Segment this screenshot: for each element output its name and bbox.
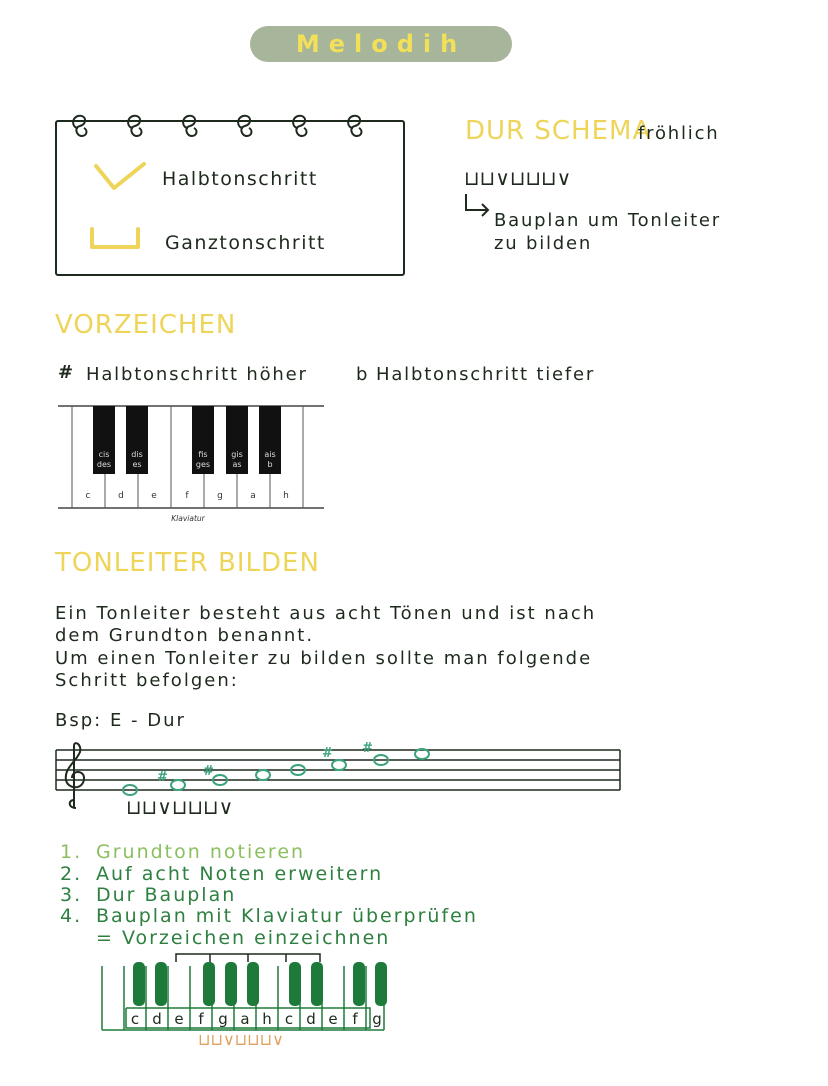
black-key-label: cis bbox=[98, 450, 110, 459]
step-3-num: 3. bbox=[60, 884, 83, 906]
spiral-rings-icon bbox=[70, 106, 390, 146]
black-key bbox=[133, 962, 145, 1006]
bottom-key-label: f bbox=[198, 1010, 204, 1028]
step-2-text: Auf acht Noten erweitern bbox=[96, 863, 384, 885]
staff-pattern: ⊔⊔∨⊔⊔⊔∨ bbox=[126, 795, 234, 819]
vorzeichen-heading: VORZEICHEN bbox=[55, 310, 237, 340]
white-key-label: g bbox=[217, 491, 223, 501]
dur-schema-note-1: Bauplan um Tonleiter bbox=[494, 210, 722, 231]
white-key-label: c bbox=[85, 491, 91, 501]
dur-schema-pattern: ⊔⊔∨⊔⊔⊔∨ bbox=[464, 166, 572, 190]
white-key-label: f bbox=[185, 491, 189, 501]
treble-clef-icon bbox=[66, 743, 84, 808]
step-4-num: 4. bbox=[60, 905, 83, 927]
black-key-label: as bbox=[232, 460, 242, 469]
example-label: Bsp: E - Dur bbox=[55, 710, 186, 731]
sharp-sign: # bbox=[322, 746, 333, 761]
note bbox=[256, 770, 270, 780]
bottom-key-label: d bbox=[306, 1010, 316, 1028]
black-key bbox=[225, 962, 237, 1006]
tonleiter-heading: TONLEITER BILDEN bbox=[55, 548, 320, 578]
bottom-key-label: e bbox=[174, 1010, 184, 1028]
note bbox=[171, 780, 185, 790]
tonleiter-para-4: Schritt befolgen: bbox=[55, 670, 239, 691]
black-key-label: es bbox=[132, 460, 142, 469]
bottom-pattern: ⊔⊔∨⊔⊔⊔∨ bbox=[198, 1030, 284, 1049]
black-key bbox=[247, 962, 259, 1006]
whole-step-label: Ganztonschritt bbox=[165, 232, 326, 254]
bottom-key-label: h bbox=[262, 1010, 272, 1028]
black-key-label: dis bbox=[131, 450, 143, 459]
black-key-label: ais bbox=[264, 450, 276, 459]
step-4-text: Bauplan mit Klaviatur überprüfen bbox=[96, 905, 478, 927]
flat-text: Halbtonschritt tiefer bbox=[376, 364, 596, 385]
step-1-num: 1. bbox=[60, 841, 83, 863]
black-key-label: des bbox=[96, 460, 112, 469]
bottom-key-label: g bbox=[372, 1010, 382, 1028]
step-3-text: Dur Bauplan bbox=[96, 884, 237, 906]
dur-schema-heading: DUR SCHEMA bbox=[465, 116, 652, 146]
black-key bbox=[375, 962, 387, 1006]
black-key bbox=[311, 962, 323, 1006]
black-key bbox=[353, 962, 365, 1006]
white-key-label: e bbox=[151, 491, 157, 501]
black-key-label: gis bbox=[231, 450, 243, 459]
flat-symbol: b bbox=[356, 364, 370, 385]
sharp-sign: # bbox=[157, 770, 168, 785]
bottom-key-label: f bbox=[352, 1010, 358, 1028]
black-key bbox=[155, 962, 167, 1006]
step-2-num: 2. bbox=[60, 863, 83, 885]
half-step-label: Halbtonschritt bbox=[162, 168, 318, 190]
sharp-sign: # bbox=[203, 764, 214, 779]
dur-schema-note-2: zu bilden bbox=[494, 233, 593, 254]
bottom-key-label: g bbox=[218, 1010, 228, 1028]
white-key-label: h bbox=[283, 491, 289, 501]
bottom-key-label: e bbox=[328, 1010, 338, 1028]
black-key bbox=[289, 962, 301, 1006]
white-key-label: d bbox=[118, 491, 124, 501]
bottom-key-label: d bbox=[152, 1010, 162, 1028]
page-title: Melodih bbox=[250, 26, 512, 62]
dur-schema-mood: fröhlich bbox=[638, 123, 720, 144]
note bbox=[332, 760, 346, 770]
tonleiter-para-3: Um einen Tonleiter zu bilden sollte man folgende bbox=[55, 648, 593, 669]
whole-step-icon bbox=[88, 225, 144, 253]
bottom-key-label: c bbox=[130, 1010, 140, 1028]
arrow-icon bbox=[460, 192, 494, 220]
bottom-key-label: a bbox=[240, 1010, 250, 1028]
white-key-label: a bbox=[250, 491, 256, 501]
keyboard-diagram bbox=[58, 404, 324, 526]
sharp-sign: # bbox=[362, 742, 373, 756]
step-1-text: Grundton notieren bbox=[96, 841, 306, 863]
black-key-label: b bbox=[267, 460, 273, 469]
bottom-key-label: c bbox=[284, 1010, 294, 1028]
step-4-continuation: = Vorzeichen einzeichnen bbox=[96, 927, 391, 949]
black-key-label: fis bbox=[198, 450, 208, 459]
black-key bbox=[203, 962, 215, 1006]
tonleiter-para-2: dem Grundton benannt. bbox=[55, 625, 315, 646]
sharp-symbol: # bbox=[58, 362, 75, 383]
tonleiter-para-1: Ein Tonleiter besteht aus acht Tönen und ist nach bbox=[55, 603, 597, 624]
black-key-label: ges bbox=[195, 460, 211, 469]
sharp-text: Halbtonschritt höher bbox=[86, 364, 308, 385]
half-step-icon bbox=[92, 160, 148, 194]
keyboard-caption: Klaviatur bbox=[171, 514, 205, 523]
